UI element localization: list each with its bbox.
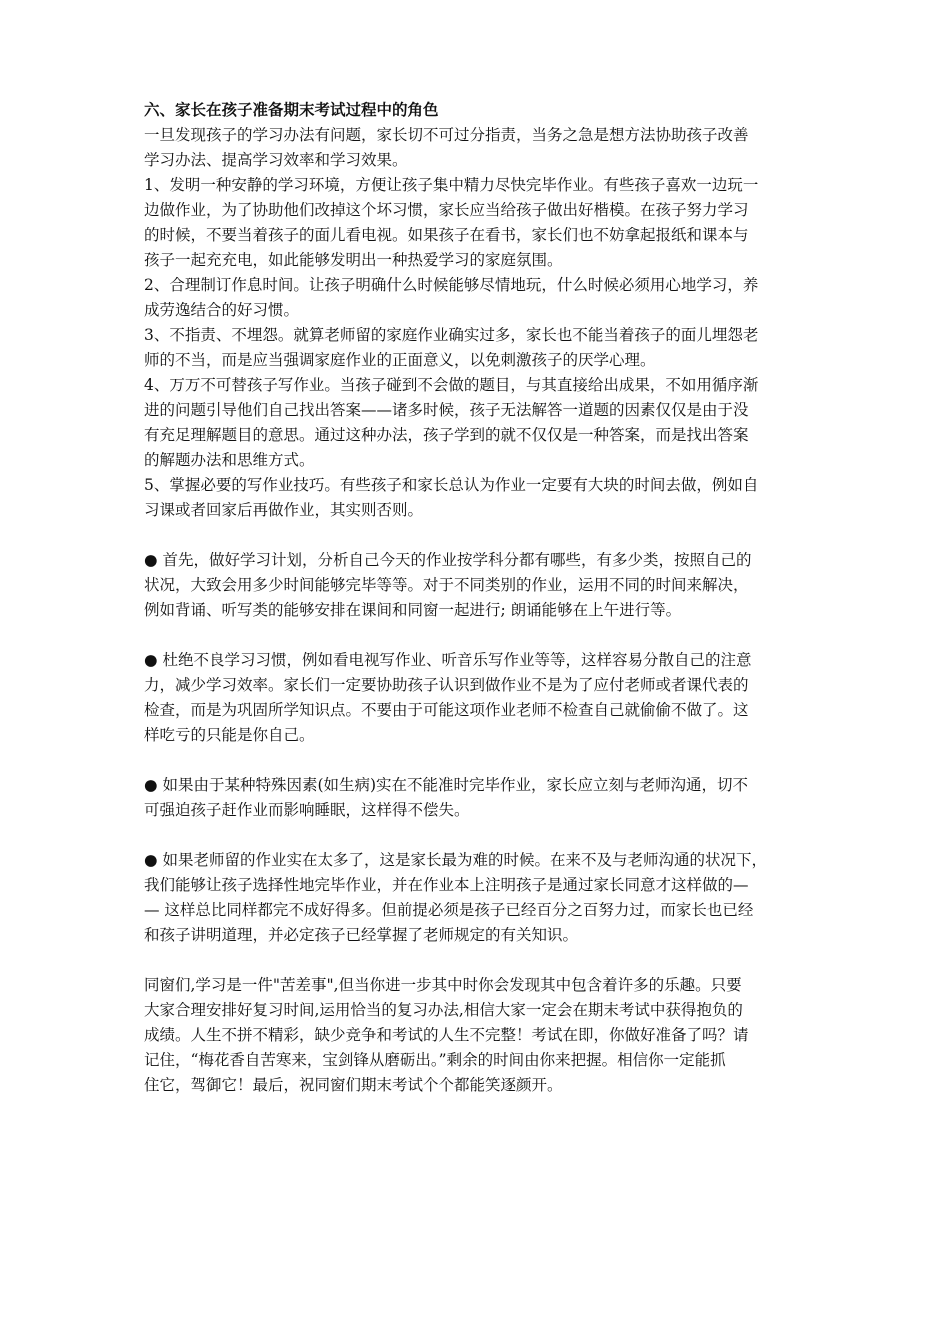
- text-line: 我们能够让孩子选择性地完毕作业，并在作业本上注明孩子是通过家长同意才这样做的—: [144, 876, 749, 894]
- text-line: ● 如果老师留的作业实在太多了，这是家长最为难的时候。在来不及与老师沟通的状况下，: [144, 851, 767, 869]
- text-line: 一旦发现孩子的学习办法有问题，家长切不可过分指责，当务之急是想方法协助孩子改善: [144, 126, 749, 144]
- paragraph: [144, 648, 812, 748]
- text-line: 习课或者回家后再做作业，其实则否则。: [144, 501, 424, 519]
- paragraph: [144, 548, 812, 623]
- text-line: 成劳逸结合的好习惯。: [144, 301, 300, 319]
- paragraph: [144, 773, 812, 823]
- text-line: 孩子一起充充电，如此能够发明出一种热爱学习的家庭氛围。: [144, 251, 563, 269]
- text-line: 5、掌握必要的写作业技巧。有些孩子和家长总认为作业一定要有大块的时间去做，例如自: [144, 476, 759, 494]
- text-line: 2、合理制订作息时间。让孩子明确什么时候能够尽情地玩，什么时候必须用心地学习，养: [144, 276, 759, 294]
- document-body: [144, 123, 812, 1098]
- text-line: 的时候，不要当着孩子的面儿看电视。如果孩子在看书，家长们也不妨拿起报纸和课本与: [144, 226, 749, 244]
- paragraph-gap: [144, 823, 812, 848]
- paragraph: [144, 973, 812, 1098]
- text-line: 学习办法、提高学习效率和学习效果。: [144, 151, 408, 169]
- text-line: 边做作业，为了协助他们改掉这个坏习惯，家长应当给孩子做出好楷模。在孩子努力学习: [144, 201, 749, 219]
- paragraph: [144, 323, 812, 373]
- text-line: 力，减少学习效率。家长们一定要协助孩子认识到做作业不是为了应付老师或者课代表的: [144, 676, 749, 694]
- text-line: 检查，而是为巩固所学知识点。不要由于可能这项作业老师不检查自己就偷偷不做了。这: [144, 701, 749, 719]
- paragraph: [144, 373, 812, 473]
- text-line: 大家合理安排好复习时间,运用恰当的复习办法,相信大家一定会在期末考试中获得抱负的: [144, 1001, 743, 1019]
- document-page: [144, 98, 812, 1098]
- text-line: 3、不指责、不埋怨。就算老师留的家庭作业确实过多，家长也不能当着孩子的面儿埋怨老: [144, 326, 759, 344]
- text-line: 4、万万不可替孩子写作业。当孩子碰到不会做的题目，与其直接给出成果，不如用循序渐: [144, 376, 759, 394]
- text-line: — 这样总比同样都完不成好得多。但前提必须是孩子已经百分之百努力过，而家长也已经: [144, 901, 754, 919]
- text-line: 1、发明一种安静的学习环境，方便让孩子集中精力尽快完毕作业。有些孩子喜欢一边玩一: [144, 176, 759, 194]
- text-line: ● 首先，做好学习计划，分析自己今天的作业按学科分都有哪些，有多少类，按照自己的: [144, 551, 752, 569]
- paragraph-gap: [144, 523, 812, 548]
- text-line: 成绩。人生不拼不精彩，缺少竞争和考试的人生不完整！考试在即，你做好准备了吗？请: [144, 1026, 749, 1044]
- text-line: 和孩子讲明道理，并必定孩子已经掌握了老师规定的有关知识。: [144, 926, 579, 944]
- text-line: ● 如果由于某种特殊因素(如生病)实在不能准时完毕作业，家长应立刻与老师沟通，切不: [144, 776, 749, 794]
- paragraph: [144, 173, 812, 273]
- paragraph-gap: [144, 623, 812, 648]
- text-line: 记住，“梅花香自苦寒来，宝剑锋从磨砺出。”剩余的时间由你来把握。相信你一定能抓: [144, 1051, 726, 1069]
- text-line: 进的问题引导他们自己找出答案——诸多时候，孩子无法解答一道题的因素仅仅是由于没: [144, 401, 749, 419]
- section-heading: 六、家长在孩子准备期末考试过程中的角色: [144, 101, 439, 119]
- text-line: 状况，大致会用多少时间能够完毕等等。对于不同类别的作业，运用不同的时间来解决，: [144, 576, 749, 594]
- text-line: 可强迫孩子赶作业而影响睡眠，这样得不偿失。: [144, 801, 470, 819]
- paragraph-gap: [144, 948, 812, 973]
- text-line: 例如背诵、听写类的能够安排在课间和同窗一起进行; 朗诵能够在上午进行等。: [144, 601, 682, 619]
- text-line: ● 杜绝不良学习习惯，例如看电视写作业、听音乐写作业等等，这样容易分散自己的注意: [144, 651, 752, 669]
- paragraph: [144, 473, 812, 523]
- text-line: 住它，驾御它！最后，祝同窗们期末考试个个都能笑逐颜开。: [144, 1076, 563, 1094]
- text-line: 师的不当，而是应当强调家庭作业的正面意义，以免刺激孩子的厌学心理。: [144, 351, 656, 369]
- text-line: 有充足理解题目的意思。通过这种办法，孩子学到的就不仅仅是一种答案，而是找出答案: [144, 426, 749, 444]
- text-line: 同窗们,学习是一件"苦差事",但当你进一步其中时你会发现其中包含着许多的乐趣。只要: [144, 976, 742, 994]
- paragraph: [144, 123, 812, 173]
- paragraph: [144, 273, 812, 323]
- paragraph: [144, 848, 812, 948]
- text-line: 的解题办法和思维方式。: [144, 451, 315, 469]
- text-line: 样吃亏的只能是你自己。: [144, 726, 315, 744]
- paragraph-gap: [144, 748, 812, 773]
